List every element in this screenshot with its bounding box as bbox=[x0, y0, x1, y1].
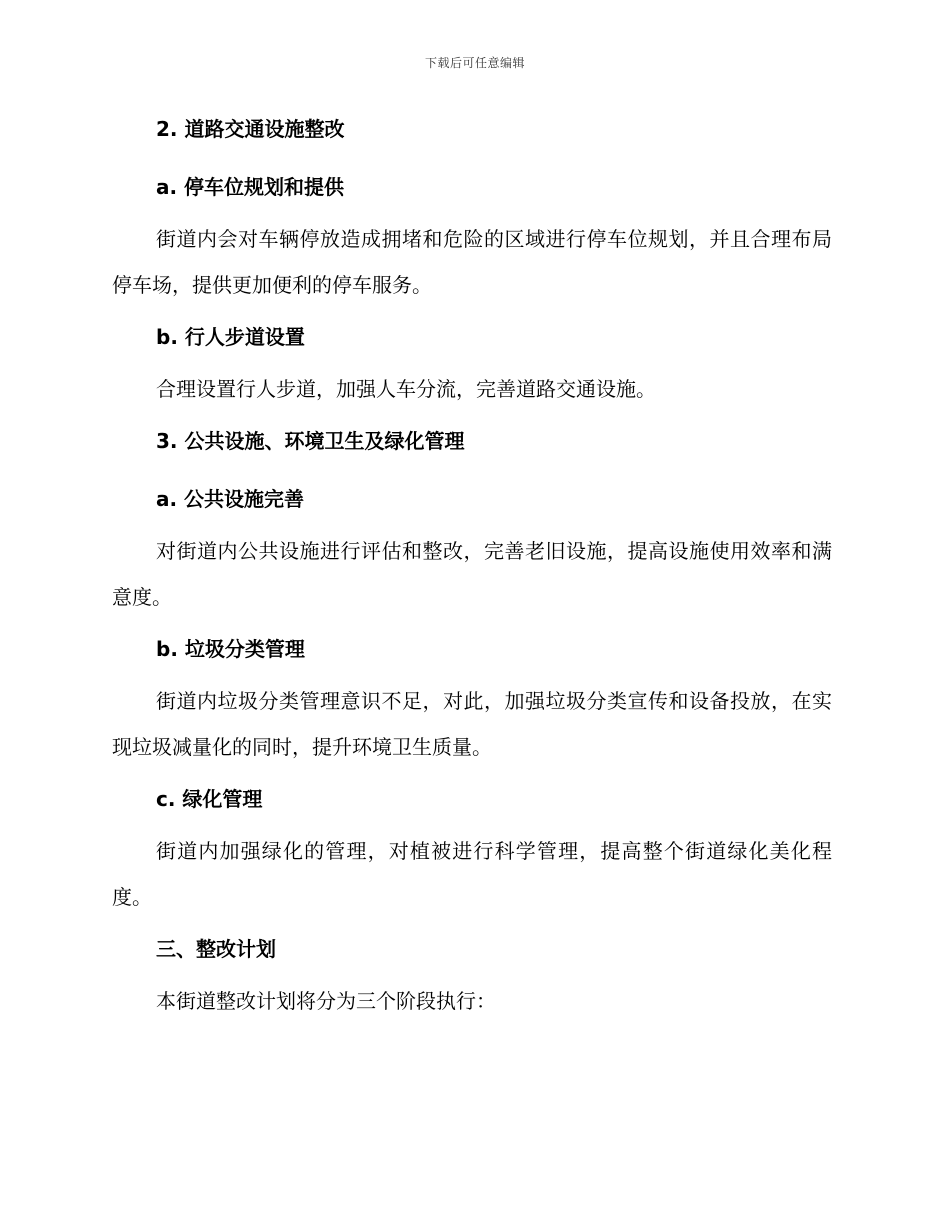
document-body bbox=[112, 112, 832, 1024]
subheading-greening: c. 绿化管理 bbox=[156, 787, 263, 811]
subheading-waste-sorting: b. 垃圾分类管理 bbox=[156, 637, 305, 661]
paragraph-parking: 街道内会对车辆停放造成拥堵和危险的区域进行停车位规划，并且合理布局停车场，提供更加便利的停车服务。 bbox=[112, 227, 832, 297]
paragraph-plan: 本街道整改计划将分为三个阶段执行： bbox=[156, 989, 496, 1013]
subheading-sidewalk: b. 行人步道设置 bbox=[156, 325, 305, 349]
section-heading-plan: 三、整改计划 bbox=[156, 937, 276, 961]
subheading-facility-improvement: a. 公共设施完善 bbox=[156, 487, 305, 511]
paragraph-sidewalk: 合理设置行人步道，加强人车分流，完善道路交通设施。 bbox=[156, 377, 656, 401]
section-heading-road-traffic: 2. 道路交通设施整改 bbox=[156, 117, 345, 141]
paragraph-facility-improvement: 对街道内公共设施进行评估和整改，完善老旧设施，提高设施使用效率和满意度。 bbox=[112, 539, 832, 609]
subheading-parking: a. 停车位规划和提供 bbox=[156, 175, 345, 199]
page-header-note: 下载后可任意编辑 bbox=[424, 56, 525, 70]
paragraph-waste-sorting: 街道内垃圾分类管理意识不足，对此，加强垃圾分类宣传和设备投放，在实现垃圾减量化的同时，提升环境卫生质量。 bbox=[112, 689, 832, 759]
section-heading-public-facilities: 3. 公共设施、环境卫生及绿化管理 bbox=[156, 429, 465, 453]
paragraph-greening: 街道内加强绿化的管理，对植被进行科学管理，提高整个街道绿化美化程度。 bbox=[112, 839, 832, 909]
